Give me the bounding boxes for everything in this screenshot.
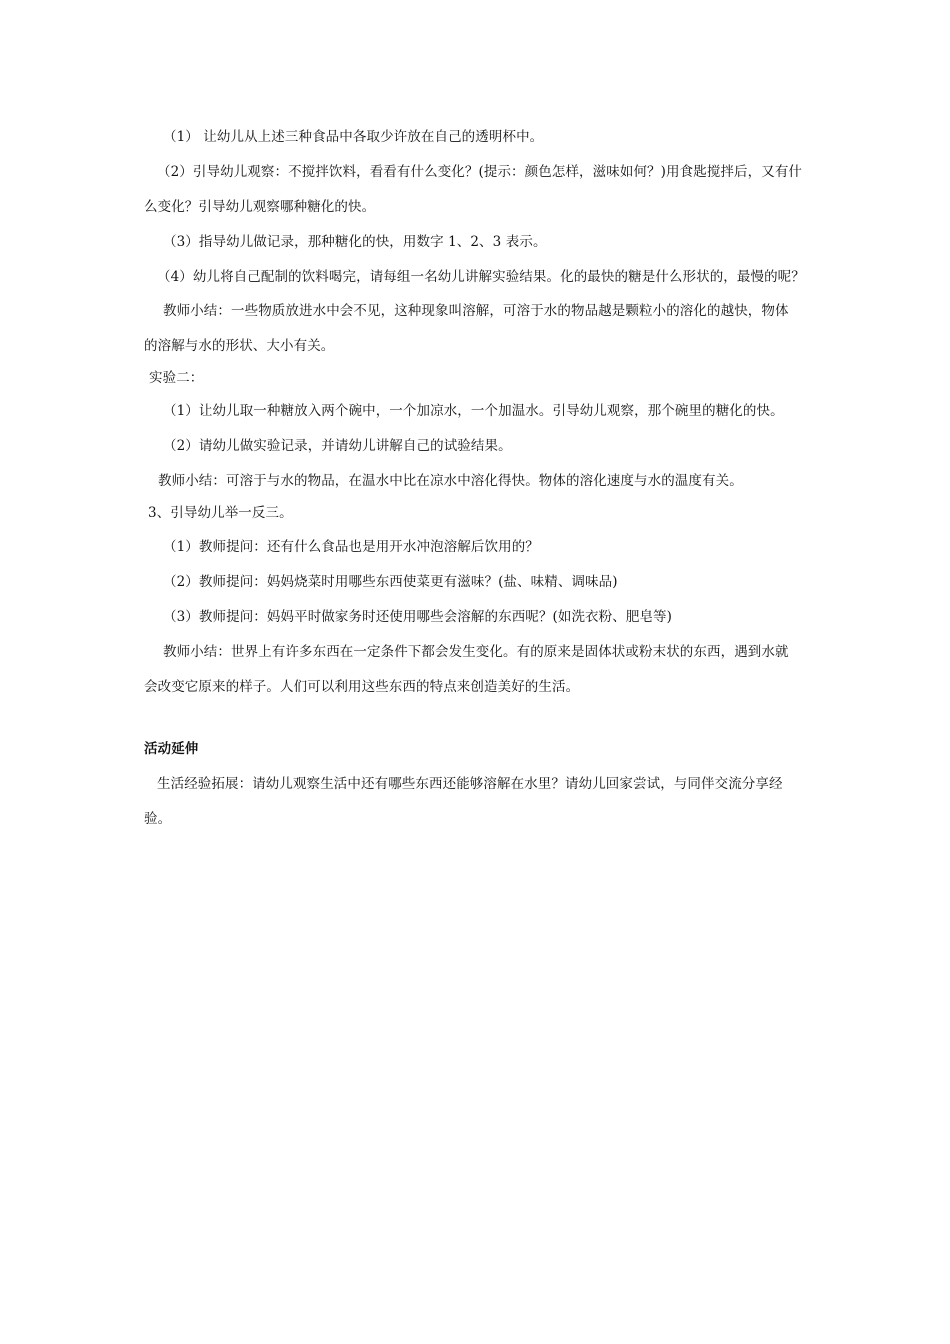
experiment-2-title: 实验二： [149, 370, 204, 386]
teacher-summary-1-continuation: 的溶解与水的形状、大小有关。 [144, 338, 335, 354]
question-1-line: （1）教师提问：还有什么食品也是用开水冲泡溶解后饮用的？ [163, 539, 539, 555]
section-3-title: 3、引导幼儿举一反三。 [148, 505, 293, 521]
question-2-line: （2）教师提问：妈妈烧菜时用哪些东西使菜更有滋味？(盐、味精、调味品) [163, 574, 618, 590]
extension-line-2: 验。 [144, 811, 172, 827]
step-1-line: （1） 让幼儿从上述三种食品中各取少许放在自己的透明杯中。 [163, 129, 544, 145]
question-3-line: （3）教师提问：妈妈平时做家务时还使用哪些会溶解的东西呢？(如洗衣粉、肥皂等) [163, 609, 673, 625]
teacher-summary-1-line: 教师小结：一些物质放进水中会不见，这种现象叫溶解，可溶于水的物品越是颗粒小的溶化的越快，物体 [163, 303, 789, 319]
experiment-2-step-1: （1）让幼儿取一种糖放入两个碗中，一个加凉水，一个加温水。引导幼儿观察，那个碗里的糖化的快。 [163, 403, 784, 419]
extension-line-1: 生活经验拓展：请幼儿观察生活中还有哪些东西还能够溶解在水里？请幼儿回家尝试，与同伴交流分享经 [157, 776, 783, 792]
teacher-summary-2-line: 教师小结：可溶于与水的物品，在温水中比在凉水中溶化得快。物体的溶化速度与水的温度有关。 [158, 473, 743, 489]
step-2-line: （2）引导幼儿观察：不搅拌饮料，看看有什么变化？(提示：颜色怎样，滋味如何？)用食匙搅拌后，又有什 [157, 164, 803, 180]
teacher-summary-3-line: 教师小结：世界上有许多东西在一定条件下都会发生变化。有的原来是固体状或粉末状的东西，遇到水就 [163, 644, 789, 660]
section-heading-extension: 活动延伸 [144, 741, 199, 757]
step-3-line: （3）指导幼儿做记录，那种糖化的快，用数字 1、2、3 表示。 [163, 234, 547, 250]
experiment-2-step-2: （2）请幼儿做实验记录，并请幼儿讲解自己的试验结果。 [163, 438, 512, 454]
step-2-continuation: 么变化？引导幼儿观察哪种糖化的快。 [144, 199, 376, 215]
step-4-line: （4）幼儿将自己配制的饮料喝完，请每组一名幼儿讲解实验结果。化的最快的糖是什么形状的，最慢的呢？ [157, 269, 805, 285]
teacher-summary-3-continuation: 会改变它原来的样子。人们可以利用这些东西的特点来创造美好的生活。 [144, 679, 580, 695]
